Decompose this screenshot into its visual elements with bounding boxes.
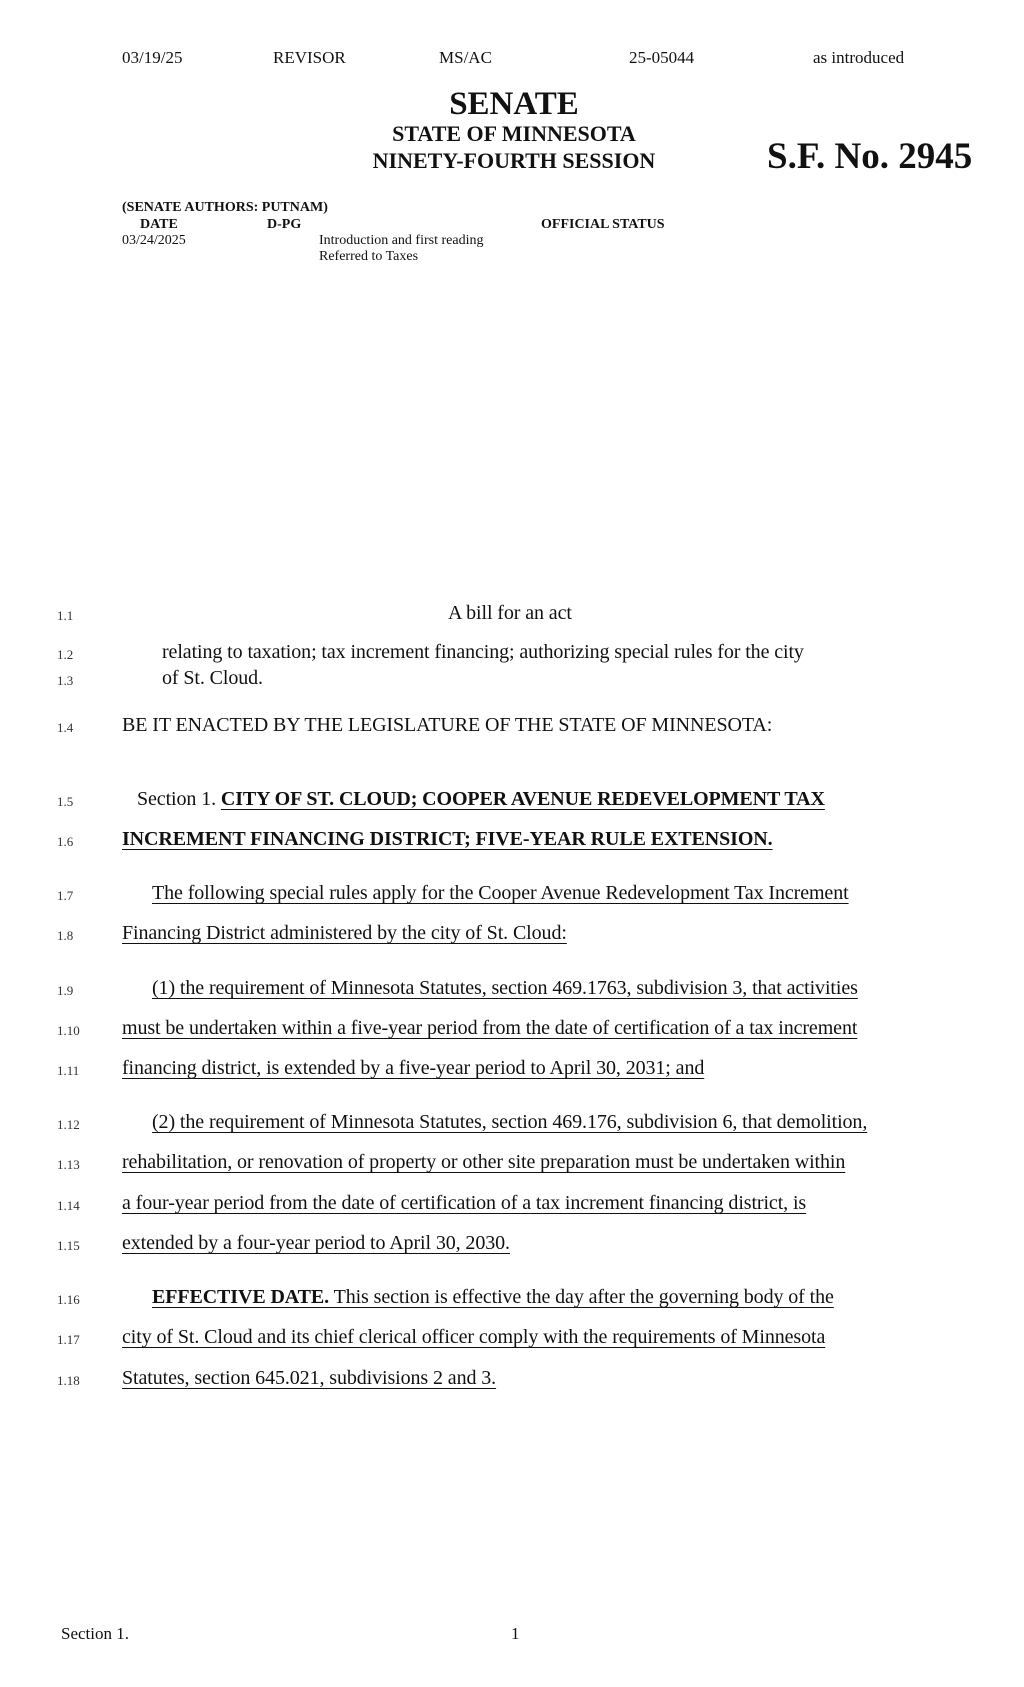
state-title: STATE OF MINNESOTA <box>392 121 636 146</box>
line-number: 1.5 <box>57 794 74 809</box>
line-number: 1.6 <box>57 834 74 849</box>
line-number: 1.12 <box>57 1117 80 1132</box>
bill-description: relating to taxation; tax increment financing; authorizing special rules for the city <box>162 641 804 663</box>
file-number: S.F. No. 2945 <box>767 136 973 177</box>
line-number: 1.3 <box>57 673 74 688</box>
bill-description: of St. Cloud. <box>162 667 263 689</box>
line-number: 1.2 <box>57 647 74 662</box>
section-label: Section 1. <box>137 788 221 810</box>
status-col-dpg: D-PG <box>267 217 302 232</box>
session-title: NINETY-FOURTH SESSION <box>372 148 656 173</box>
header-revisor: REVISOR <box>273 48 346 67</box>
new-text-line: extended by a four-year period to April 30, 2030. <box>122 1232 510 1254</box>
effective-date-line <box>152 1286 834 1309</box>
enacting-clause: BE IT ENACTED BY THE LEGISLATURE OF THE STATE OF MINNESOTA: <box>122 714 773 736</box>
line-number: 1.18 <box>57 1373 80 1388</box>
bill-title: A bill for an act <box>448 602 572 624</box>
status-entry-action-1: Introduction and first reading <box>319 233 484 248</box>
line-number: 1.8 <box>57 928 74 943</box>
new-text-line: financing district, is extended by a five-year period to April 30, 2031; and <box>122 1057 705 1079</box>
chamber-title: SENATE <box>449 86 579 122</box>
header-date: 03/19/25 <box>122 48 183 67</box>
new-text-line: rehabilitation, or renovation of property or other site preparation must be undertaken within <box>122 1151 846 1173</box>
line-number: 1.11 <box>57 1063 80 1078</box>
status-entry-date: 03/24/2025 <box>122 233 186 248</box>
status-col-date: DATE <box>140 217 178 232</box>
page-number: 1 <box>511 1624 520 1643</box>
line-number: 1.10 <box>57 1023 80 1038</box>
header-initials: MS/AC <box>439 48 492 67</box>
line-number: 1.4 <box>57 720 74 735</box>
section-title: CITY OF ST. CLOUD; COOPER AVENUE REDEVELOPMENT TAX <box>220 788 825 810</box>
effective-date-label: EFFECTIVE DATE. <box>152 1286 330 1308</box>
new-text-line: Financing District administered by the city of St. Cloud: <box>122 922 567 944</box>
header-version: as introduced <box>813 48 905 67</box>
new-text-line: Statutes, section 645.021, subdivisions 2 and 3. <box>122 1367 497 1389</box>
section-heading <box>137 788 825 811</box>
status-col-official-status: OFFICIAL STATUS <box>541 217 665 232</box>
line-number: 1.16 <box>57 1292 80 1307</box>
new-text-line: must be undertaken within a five-year period from the date of certification of a tax increment <box>122 1017 858 1039</box>
line-number: 1.9 <box>57 983 74 998</box>
new-text-line: The following special rules apply for the Cooper Avenue Redevelopment Tax Increment <box>152 882 849 904</box>
status-entry-action-2: Referred to Taxes <box>319 249 419 264</box>
line-number: 1.1 <box>57 608 74 623</box>
line-number: 1.14 <box>57 1198 80 1213</box>
new-text-line: (1) the requirement of Minnesota Statutes, section 469.1763, subdivision 3, that activities <box>152 977 858 999</box>
line-number: 1.17 <box>57 1332 80 1347</box>
new-text-line: city of St. Cloud and its chief clerical officer comply with the requirements of Minnesota <box>122 1326 826 1348</box>
line-number: 1.15 <box>57 1238 80 1253</box>
header-doc-number: 25-05044 <box>629 48 695 67</box>
new-text-line: a four-year period from the date of certification of a tax increment financing district, is <box>122 1192 807 1214</box>
line-number: 1.7 <box>57 888 74 903</box>
footer-section: Section 1. <box>61 1624 129 1643</box>
new-text-line: (2) the requirement of Minnesota Statutes, section 469.176, subdivision 6, that demolition, <box>152 1111 868 1133</box>
effective-date-text: This section is effective the day after the governing body of the <box>329 1286 834 1308</box>
section-title: INCREMENT FINANCING DISTRICT; FIVE-YEAR RULE EXTENSION. <box>122 828 773 850</box>
line-number: 1.13 <box>57 1157 80 1172</box>
senate-authors: (SENATE AUTHORS: PUTNAM) <box>122 200 328 215</box>
